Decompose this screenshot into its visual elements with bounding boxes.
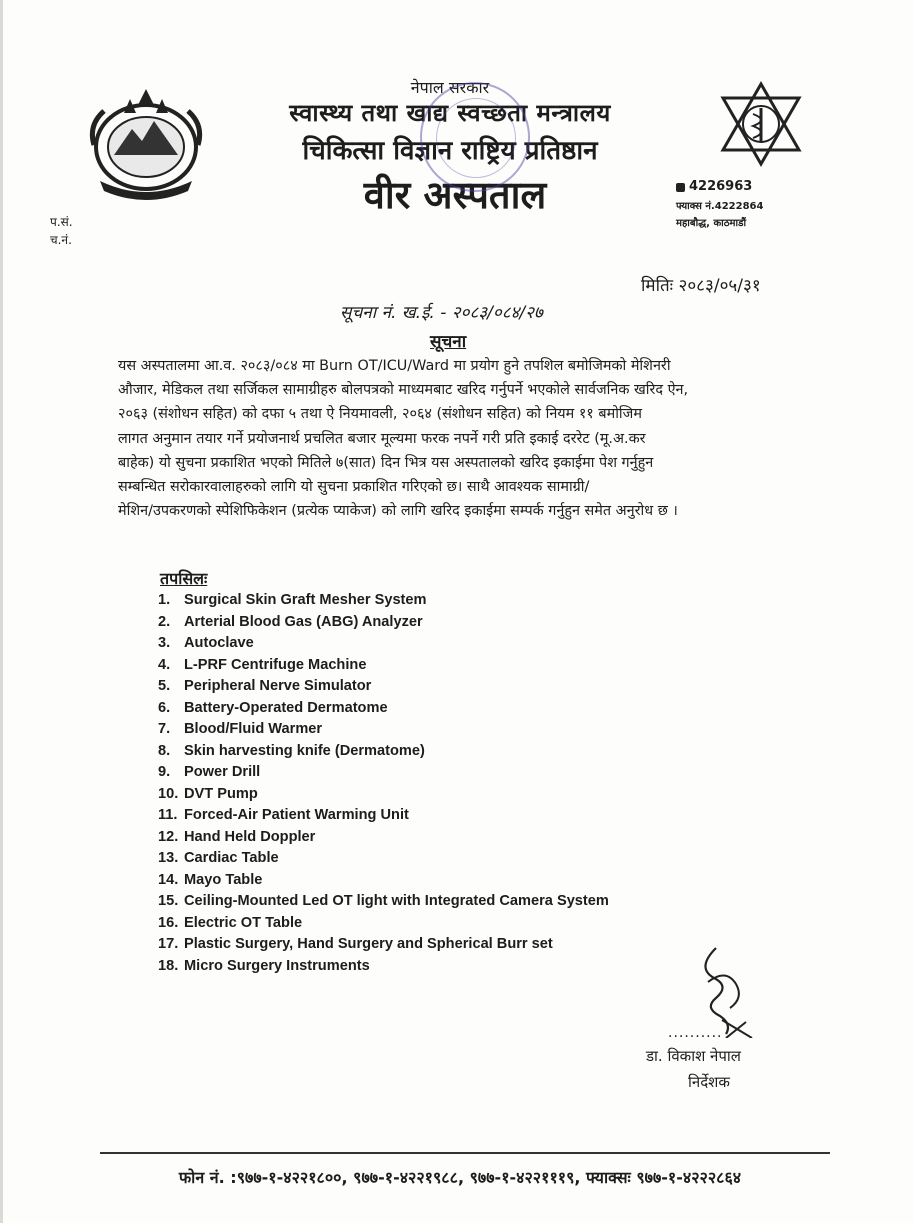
list-item (158, 764, 609, 786)
signer-name: डा. विकाश नेपाल (646, 1047, 741, 1065)
header-government: नेपाल सरकार (410, 78, 490, 97)
date: मितिः २०८३/०५/३१ (641, 276, 761, 296)
item-number: 13. (158, 850, 179, 866)
item-name: L-PRF Centrifuge Machine (184, 656, 367, 673)
list-title: तपसिलः (160, 569, 208, 588)
list-item (158, 721, 609, 743)
handwritten-signature-icon (686, 938, 766, 1038)
phone-icon (676, 183, 685, 192)
item-name: Cardiac Table (184, 850, 279, 866)
notice-number: सूचना नं. ख.ई. - २०८३/०८४/२७ (340, 303, 543, 323)
phone-row (676, 177, 763, 197)
item-number: 1. (158, 592, 171, 608)
body-line: औजार, मेडिकल तथा सर्जिकल सामाग्रीहरु बोलपत्रको माध्यमबाट खरिद गर्नुपर्ने भएकोले सार्वजनिक खरिद ऐन, (118, 382, 689, 399)
item-number: 10. (158, 785, 179, 802)
notice-body (118, 354, 808, 523)
list-item (158, 936, 609, 958)
item-number: 5. (158, 678, 171, 694)
item-number: 9. (158, 764, 171, 780)
list-item (158, 743, 609, 765)
item-name: Surgical Skin Graft Mesher System (184, 592, 427, 608)
page-edge (0, 0, 3, 1223)
letter-number-label: प.सं. (50, 215, 73, 229)
item-number: 8. (158, 742, 171, 759)
item-name: Mayo Table (184, 871, 263, 888)
item-name: Electric OT Table (184, 914, 303, 931)
list-item (158, 893, 609, 915)
body-line: बाहेक) यो सुचना प्रकाशित भएको मितिले ७(सात) दिन भित्र यस अस्पतालको खरिद इकाईमा पेश गर्नुहुन (118, 454, 654, 471)
list-item (158, 829, 609, 851)
phone-number: 4226963 (689, 179, 753, 194)
footer-contact: फोन नं. :९७७-१-४२२१८००, ९७७-१-४२२१९८८, ९७७-१-४२२१११९, फ्याक्सः ९७७-१-४२२२८६४ (178, 1168, 742, 1187)
item-name: Power Drill (184, 764, 261, 780)
body-line: मेशिन/उपकरणको स्पेशिफिकेशन (प्रत्येक प्याकेज) को लागि खरिद इकाईमा सम्पर्क गर्नुहुन समेत अनुरोध छ । (118, 503, 678, 520)
dispatch-number-label: च.नं. (50, 233, 72, 247)
body-line: लागत अनुमान तयार गर्ने प्रयोजनार्थ प्रचलित बजार मूल्यमा फरक नपर्ने गरी प्रति इकाई दररेट (मू.अ.कर (118, 430, 646, 447)
item-name: Blood/Fluid Warmer (184, 721, 323, 737)
list-item (158, 872, 609, 894)
item-name: DVT Pump (184, 785, 258, 802)
item-name: Arterial Blood Gas (ABG) Analyzer (184, 613, 423, 630)
equipment-list (158, 592, 609, 979)
body-line: २०६३ (संशोधन सहित) को दफा ५ तथा ऐ नियमावली, २०६४ (संशोधन सहित) को नियम ११ बमोजिम (118, 406, 642, 423)
item-name: Autoclave (184, 635, 254, 651)
item-name: Ceiling-Mounted Led OT light with Integrated Camera System (184, 893, 609, 909)
list-item (158, 958, 609, 980)
item-name: Hand Held Doppler (184, 828, 316, 845)
list-item (158, 850, 609, 872)
signer-title: निर्देशक (688, 1073, 730, 1091)
list-item (158, 614, 609, 636)
item-name: Plastic Surgery, Hand Surgery and Spherical Burr set (184, 936, 553, 952)
list-item (158, 915, 609, 937)
item-number: 16. (158, 914, 179, 931)
item-number: 18. (158, 957, 179, 974)
body-line: यस अस्पतालमा आ.व. २०८३/०८४ मा Burn OT/ICU/Ward मा प्रयोग हुने तपशिल बमोजिमको मेशिनरी (118, 358, 671, 374)
item-name: Battery-Operated Dermatome (184, 699, 388, 716)
list-item (158, 592, 609, 614)
contact-block (676, 177, 763, 231)
item-number: 2. (158, 613, 171, 630)
item-number: 14. (158, 871, 179, 888)
list-item (158, 678, 609, 700)
item-name: Micro Surgery Instruments (184, 957, 370, 974)
item-number: 4. (158, 656, 171, 673)
stamp-inner-ring (436, 98, 516, 178)
footer-divider (100, 1152, 830, 1154)
list-item (158, 700, 609, 722)
address: महाबौद्ध, काठमाडौं (676, 218, 747, 229)
item-name: Peripheral Nerve Simulator (184, 678, 372, 694)
list-item (158, 807, 609, 829)
fax-number: फ्याक्स नं.4222864 (676, 201, 764, 212)
list-item (158, 786, 609, 808)
hospital-logo-icon (715, 80, 807, 170)
notice-title: सूचना (430, 332, 467, 352)
nepal-emblem-icon (80, 85, 212, 203)
reference-block (50, 213, 73, 249)
item-number: 12. (158, 828, 179, 845)
item-number: 11. (158, 807, 178, 823)
item-number: 17. (158, 936, 179, 952)
item-name: Skin harvesting knife (Dermatome) (184, 742, 425, 759)
official-stamp-icon (420, 82, 530, 192)
header-academy: चिकित्सा विज्ञान राष्ट्रिय प्रतिष्ठान (302, 136, 598, 166)
list-item (158, 657, 609, 679)
header-ministry: स्वास्थ्य तथा खाद्य स्वच्छता मन्त्रालय (289, 99, 611, 127)
item-number: 15. (158, 893, 179, 909)
header-hospital-name: वीर अस्पताल (363, 172, 547, 217)
item-number: 7. (158, 721, 171, 737)
item-number: 6. (158, 699, 171, 716)
item-name: Forced-Air Patient Warming Unit (184, 807, 409, 823)
item-number: 3. (158, 635, 171, 651)
list-item (158, 635, 609, 657)
signature-line: .......... (668, 1025, 723, 1041)
body-line: सम्बन्धित सरोकारवालाहरुको लागि यो सुचना प्रकाशित गरिएको छ। साथै आवश्यक सामाग्री/ (118, 479, 590, 496)
